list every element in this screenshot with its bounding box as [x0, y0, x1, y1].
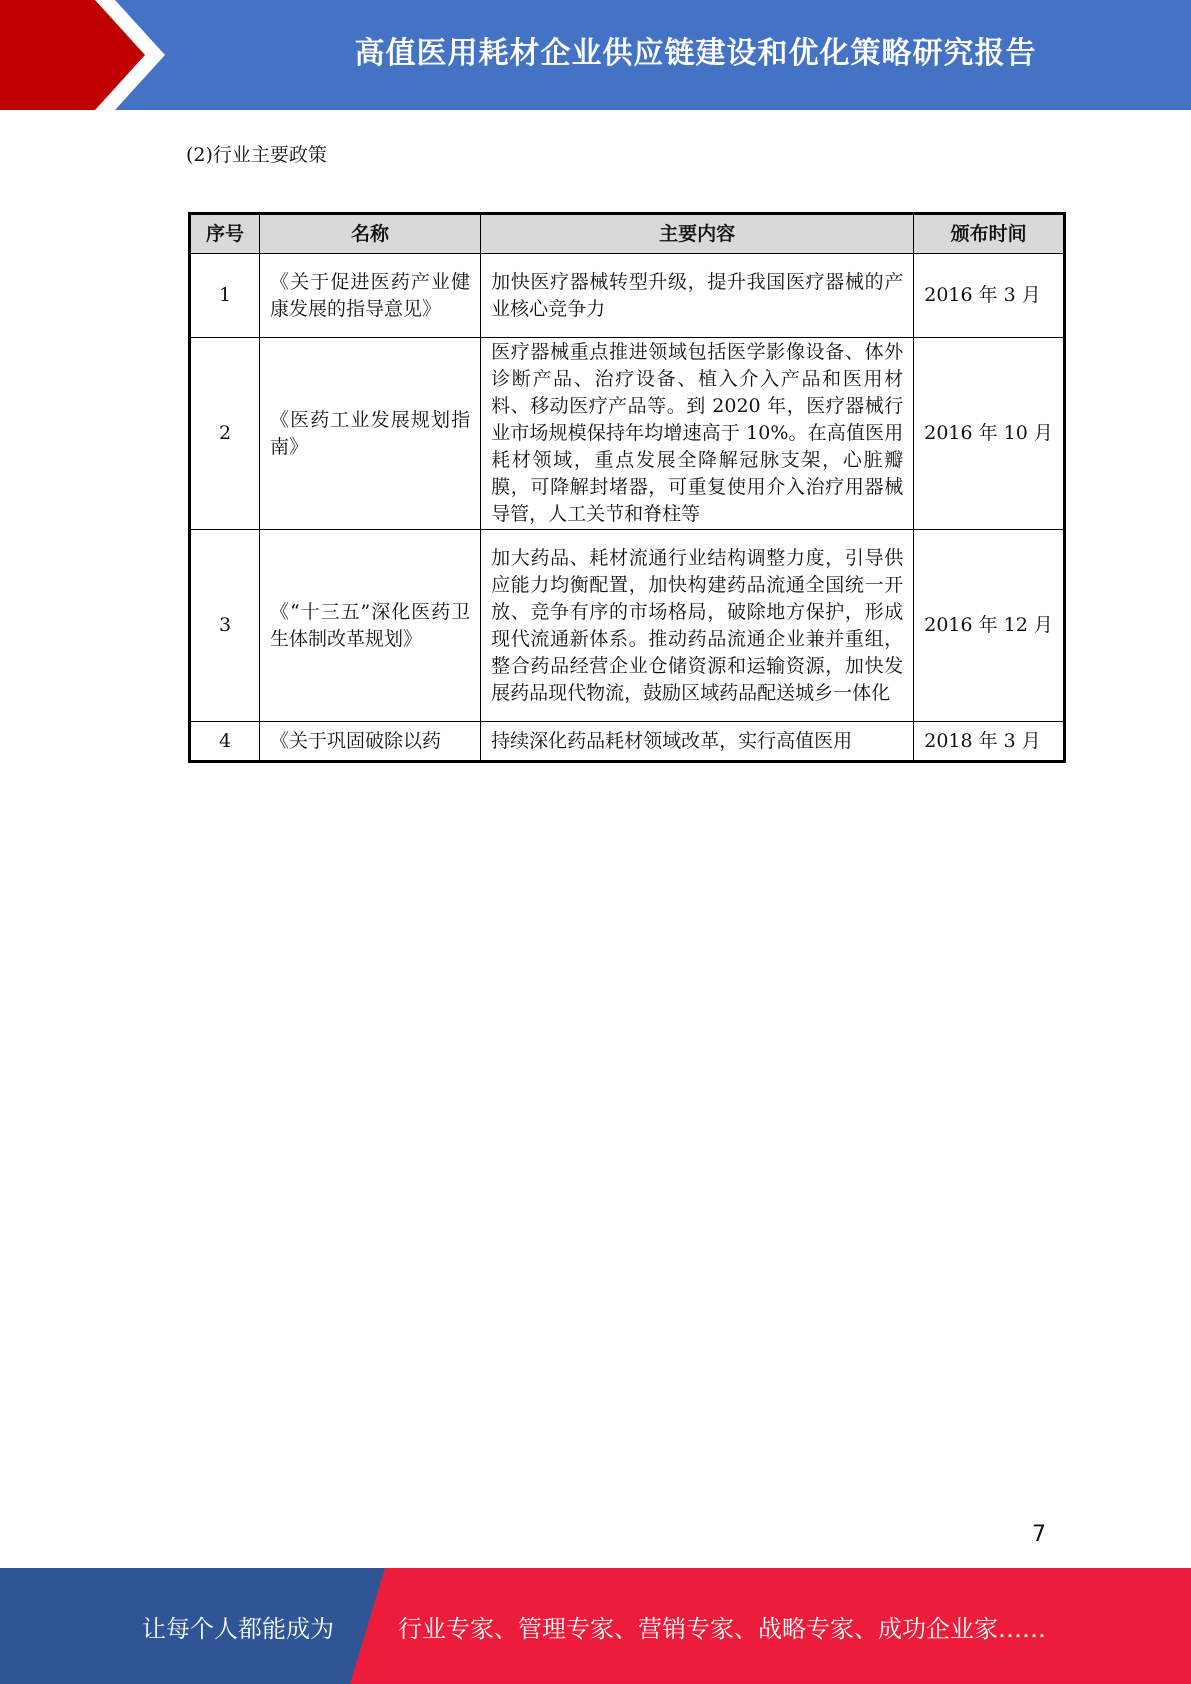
- header-date: 颁布时间: [914, 214, 1065, 254]
- table-row: [190, 338, 1065, 530]
- section-heading: (2)行业主要政策: [186, 144, 327, 166]
- row-no: 2: [190, 338, 260, 530]
- row-name: 《关于促进医药产业健康发展的指导意见》: [260, 254, 481, 338]
- row-date: 2016 年 3 月: [914, 254, 1065, 338]
- row-no: 1: [190, 254, 260, 338]
- policy-table: [188, 212, 1066, 763]
- row-date: 2016 年 10 月: [914, 338, 1065, 530]
- report-title: 高值医用耗材企业供应链建设和优化策略研究报告: [354, 36, 1037, 71]
- header-name: 名称: [260, 214, 481, 254]
- row-content: 加快医疗器械转型升级，提升我国医疗器械的产业核心竞争力: [481, 254, 914, 338]
- footer-banner: [0, 1568, 1191, 1684]
- row-name: 《“十三五”深化医药卫生体制改革规划》: [260, 530, 481, 722]
- header-banner: [0, 0, 1191, 110]
- row-date: 2018 年 3 月: [914, 722, 1065, 762]
- row-content: 加大药品、耗材流通行业结构调整力度，引导供应能力均衡配置，加快构建药品流通全国统一开放、竞争有序的市场格局，破除地方保护，形成现代流通新体系。推动药品流通企业兼并重组，整合药品经营企业仓储资源和运输资源，加快发展药品现代物流，鼓励区域药品配送城乡一体化: [481, 530, 914, 722]
- row-no: 3: [190, 530, 260, 722]
- table-header-row: [190, 214, 1065, 254]
- footer-slogan-left: 让每个人都能成为: [142, 1614, 334, 1643]
- row-name: 《关于巩固破除以药: [260, 722, 481, 762]
- header-no: 序号: [190, 214, 260, 254]
- row-content: 医疗器械重点推进领域包括医学影像设备、体外诊断产品、治疗设备、植入介入产品和医用材料、移动医疗产品等。到 2020 年，医疗器械行业市场规模保持年均增速高于 10%。在高值医用耗材领域，重点发展全降解冠脉支架，心脏瓣膜，可降解封堵器，可重复使用介入治疗用器械导管，人工关节和脊柱等: [481, 338, 914, 530]
- table-row: [190, 722, 1065, 762]
- table-row: [190, 530, 1065, 722]
- table-row: [190, 254, 1065, 338]
- row-no: 4: [190, 722, 260, 762]
- header-content: 主要内容: [481, 214, 914, 254]
- row-name: 《医药工业发展规划指南》: [260, 338, 481, 530]
- footer-slogan-right: 行业专家、管理专家、营销专家、战略专家、成功企业家……: [398, 1614, 1046, 1643]
- row-date: 2016 年 12 月: [914, 530, 1065, 722]
- page-number: 7: [1032, 1522, 1046, 1547]
- row-content: 持续深化药品耗材领域改革，实行高值医用: [481, 722, 914, 762]
